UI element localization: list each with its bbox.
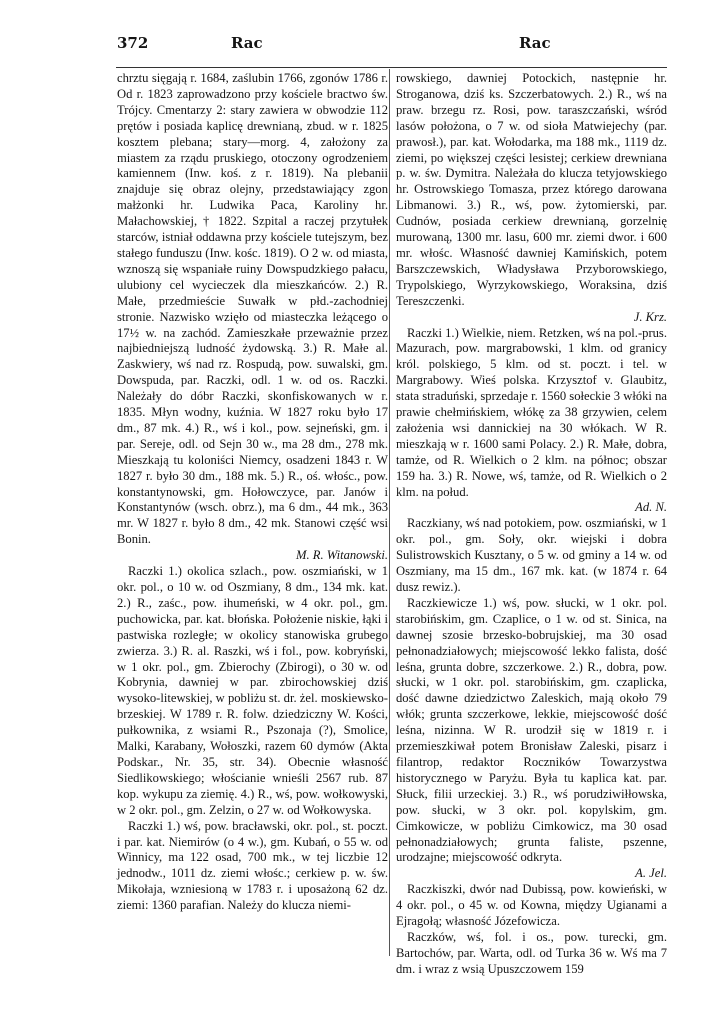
- left-column: [117, 71, 388, 914]
- left-paragraph-1: [117, 71, 388, 564]
- left-paragraph-1-text: chrztu sięgają r. 1684, zaślubin 1766, zgonów 1786 r. Od r. 1823 zaprowadzono przy kościele bractwo św. Trójcy. Cmentarzy 2: stary zawiera w obwodzie 112 prętów i posiada kaplicę drewnianą, zbud. w r. 1825 kosztem plebana; stary—morg. 4, założony za miastem za rządu pruskiego, otoczony ogrodzeniem kamiennem (Inw. koś. z r. 1819). Na plebanii znajduje się obraz olejny, przedstawiający zgon małżonki hr. Ludwika Paca, Karoliny hr. Małachowskiej, † 1822. Szpital a raczej przytułek starców, istniał oddawna przy kościele tutejszym, bez stałego funduszu (Inw. kośc. 1819). O 2 w. od miasta, wznoszą się wspaniałe ruiny Dowspudzkiego pałacu, ulubiony cel wycieczek dla mieszkańców. 2.) R. Małe, przedmieście Suwałk w płd.-zachodniej stronie. Nazwisko wzięło od miasteczka leżącego o 17½ w. na zachód. Zamieszkałe przeważnie przez najbiedniejszą ludność żydowską. 3.) R. Małe al. Zaskwiery, wś nad rz. Rospudą, pow. suwalski, gm. Dowspuda, par. Raczki, odl. 1 w. od os. Raczki. Należały do dóbr Raczki, skonfiskowanych w r. 1835. Młyn wodny, kuźnia. W 1827 roku było 17 dm., 87 mk. 4.) R., wś i kol., pow. sejneński, gm. i par. Sereje, odl. od Sejn 30 w., ma 28 dm., 278 mk. Mieszkają tu koloniści Niemcy, osadzeni 1843 r. W 1827 r. było 30 dm., 188 mk. 5.) R., oś. włośc., pow. konstantynowski, gm. Hołowczyce, par. Janów i Konstantynów (wsch. obrz.), ma 6 dm., 44 mk., 363 mr. W 1827 r. było 8 dm., 42 mk. Stanowi część wsi Bonin.: [117, 71, 388, 547]
- signature: M. R. Witanowski.: [296, 548, 388, 563]
- right-paragraph-1: [396, 71, 667, 326]
- entry-raczki-okolica: Raczki 1.) okolica szlach., pow. oszmiański, w 1 okr. pol., o 10 w. od Oszmiany, 8 dm., 134 mk. kat. 2.) R., zaśc., pow. ihumeński, w 4 okr. pol., gm. puchowicka, par. kat. błońska. Położenie niskie, łąki i pastwiska rozległe; w okolicy stanowiska grubego zwierza. 3.) R. al. Raszki, wś i fol., pow. kobryński, w 1 okr. pol., gm. Zbierochy (Zbirogi), o 30 w. od Kobrynia, dawniej w par. zbirochowskiej dziś wysoko-litewskiej, w pobliżu st. dr. żel. moskiewsko-brzeskiej. W 1789 r. R. folw. dziedziczny W. Kości, pułkownika, z wsiami R., Pszonaja (?), Smolice, Malki, Karabany, Wołoszki, razem 60 dymów (Akta Podskar., Nr. 35, str. 34). Obecnie własność Siedlikowskiego; włościanie wnieśli 2567 rub. 87 kop. wykupu za ziemię. 4.) R., wś, pow. wołkowyski, w 2 okr. pol., gm. Zelzin, o 27 w. od Wołkowyska.: [117, 564, 388, 817]
- entry-raczki-wielkie: [396, 326, 667, 517]
- entry-raczkiewicze-text: Raczkiewicze 1.) wś, pow. słucki, w 1 okr. pol. starobińskim, gm. Czaplice, o 1 w. od st. Sinica, na dawnej szosie brzesko-bobrujskiej, ma 30 osad pełnonadziałowych; miejscowość lekko falista, dość leśna, grunta dobre, szczerkowe. 2.) R., dobra, pow. słucki, w 1 okr. pol. starobińskim, gm. czaplicka, dość dawne dziedzictwo Zaleskich, mają około 79 włók; grunta szczerkowe, lekkie, miejscowość dość leśna, nizinna. W R. urodził się w 1819 r. i przemieszkiwał potem Bronisław Zaleski, pisarz i filantrop, redaktor Roczników Towarzystwa historycznego w Paryżu. Była tu kaplica kat. par. Słuck, filii urzeckiej. 3.) R., wś porudziwiłłowska, pow. słucki, w 3 okr. pol. kopylskim, gm. Cimkowicze, w pobliżu Cimkowicz, ma 30 osad pełnonadziałowych; grunta faliste, pszenne, urodzajne; miejscowość odkryta.: [396, 595, 667, 865]
- entry-raczkiszki: Raczkiszki, dwór nad Dubissą, pow. kowieński, w 4 okr. pol., o 45 w. od Kowna, między Ugianami a Ejragołą; własność Józefowicza.: [396, 882, 667, 929]
- entry-raczkiany: Raczkiany, wś nad potokiem, pow. oszmiański, w 1 okr. pol., gm. Soły, okr. wiejski i dobra Sulistrowskich Kusztany, o 5 w. od gminy a 14 w. od Oszmiany, ma 15 dm., 167 mk. kat. (w 1874 r. 64 dusz rewiz.).: [396, 516, 667, 594]
- right-paragraph-1-text: rowskiego, dawniej Potockich, następnie hr. Stroganowa, dziś ks. Szczerbatowych. 2.) R., wś na praw. brzegu rz. Rosi, pow. taraszczański, wśród lasów położona, o 7 w. od sioła Matwiejechy (par. prawosł.), par. kat. Wołodarka, ma 188 mk., 1119 dz. ziemi, po większej części lesistej; cerkiew drewniana p. w. św. Dymitra. Należała do klucza tetyjowskiego hr. Ostrowskiego Tomasza, przez którego darowana Libmanowi. 3.) R., wś, pow. żytomierski, par. Cudnów, posiada cerkiew drewnianą, gorzelnię murowaną, 1300 mr. lasu, 600 mr. ziemi dwor. i 600 mr. włośc. Własność dawniej Kamińskich, potem Barszczewskich, Władysława Przyborowskiego, Trypolskiego, Wyrzykowskiego, Woraksina, dziś Tereszczenki.: [396, 71, 667, 308]
- entry-raczki-bracławski: Raczki 1.) wś, pow. bracławski, okr. pol., st. poczt. i par. kat. Niemirów (o 4 w.), gm. Kubań, o 55 w. od Winnicy, ma 122 osad, 700 mk., w tej liczbie 12 jednodw., 1011 dz. ziemi włośc.; cerkiew p. w. św. Mikołaja, wzniesioną w 1783 r. i uposażoną 62 dz. ziemi: 1360 parafian. Należy do klucza niemi-: [117, 818, 388, 913]
- running-head-left: Rac: [231, 34, 263, 52]
- column-separator: [389, 69, 390, 956]
- header-rule: [116, 67, 667, 68]
- page-number: 372: [117, 34, 149, 52]
- entry-raczkow: Raczków, wś, fol. i os., pow. turecki, gm. Bartochów, par. Warta, odl. od Turka 36 w. Wś ma 7 dm. i wraz z wsią Upuszczowem 159: [396, 929, 667, 976]
- right-column: [396, 71, 667, 978]
- entry-raczki-wielkie-text: Raczki 1.) Wielkie, niem. Retzken, wś na pol.-prus. Mazurach, pow. margrabowski, 1 klm. od granicy król. polskiego, 5 klm. od st. poczt. i tel. w Margrabowy. Wieś polska. Krzysztof v. Glaubitz, stata straduński, sprzedaje r. 1560 sołeckie 3 włóki na prawie chełmińskiem, włókę za 38 grzywien, celem założenia wsi dannickiej na 30 włókach. W R. mieszkają w r. 1600 sami Polacy. 2.) R. Małe, dobra, tamże, od R. Wielkich o 2 klm. na północ; obszar 159 ha. 3.) R. Nowe, wś, tamże, od R. Wielkich o 2 klm. na połud.: [396, 325, 667, 499]
- signature: A. Jel.: [635, 866, 667, 881]
- entry-raczkiewicze: [396, 596, 667, 882]
- running-head-right: Rac: [519, 34, 551, 52]
- signature: Ad. N.: [635, 500, 667, 515]
- signature: J. Krz.: [633, 309, 667, 324]
